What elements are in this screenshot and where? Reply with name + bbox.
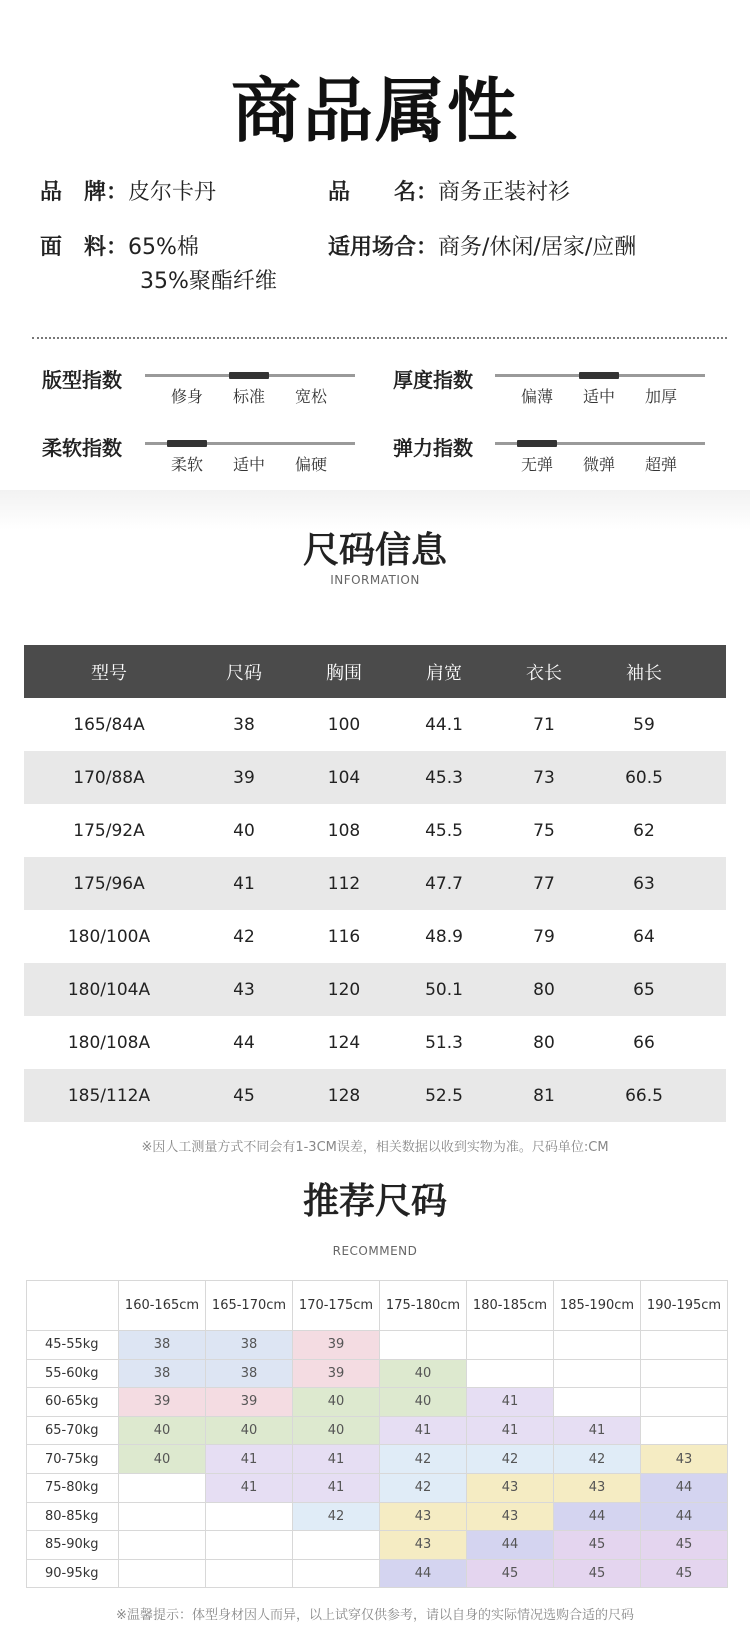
recommend-cell: 42 xyxy=(554,1445,641,1474)
recommend-row xyxy=(27,1502,728,1531)
table-cell: 45.5 xyxy=(425,820,463,841)
table-cell: 75 xyxy=(533,820,555,841)
recommend-cell: 39 xyxy=(293,1359,380,1388)
index-option: 无弹 xyxy=(520,455,553,474)
recommend-cell: 40 xyxy=(380,1388,467,1417)
fabric-attr xyxy=(40,230,199,261)
recommend-row xyxy=(27,1416,728,1445)
table-cell: 116 xyxy=(327,926,361,947)
recommend-cell xyxy=(119,1531,206,1560)
recommend-cell: 44 xyxy=(554,1502,641,1531)
fabric-value-2: 35%聚酯纤维 xyxy=(140,269,277,294)
recommend-cell: 45 xyxy=(554,1559,641,1588)
recommend-cell: 44 xyxy=(641,1473,728,1502)
recommend-cell: 40 xyxy=(119,1445,206,1474)
recommend-table xyxy=(26,1280,728,1588)
recommend-cell xyxy=(467,1331,554,1360)
table-row xyxy=(24,857,726,910)
table-row xyxy=(24,698,726,751)
height-header-cell: 185-190cm xyxy=(554,1281,641,1331)
recommend-cell xyxy=(293,1559,380,1588)
height-header-cell: 160-165cm xyxy=(119,1281,206,1331)
recommend-cell xyxy=(206,1531,293,1560)
recommend-cell xyxy=(467,1359,554,1388)
index-label: 版型指数 xyxy=(42,368,122,392)
table-row xyxy=(24,910,726,963)
table-cell: 124 xyxy=(327,1032,361,1053)
size-table-body xyxy=(24,698,726,1122)
size-info-subtitle: INFORMATION xyxy=(330,573,420,587)
index-marker xyxy=(579,372,619,379)
recommend-cell xyxy=(380,1331,467,1360)
recommend-note: ※温馨提示：体型身材因人而异，以上试穿仅供参考，请以自身的实际情况选购合适的尺码 xyxy=(116,1608,634,1623)
recommend-cell: 43 xyxy=(641,1445,728,1474)
index-option: 适中 xyxy=(232,455,265,474)
table-cell: 38 xyxy=(233,714,255,735)
index-option: 宽松 xyxy=(294,387,327,406)
recommend-cell: 41 xyxy=(293,1473,380,1502)
fabric-attr-line2 xyxy=(140,264,277,295)
index-label: 柔软指数 xyxy=(42,436,122,460)
recommend-row xyxy=(27,1388,728,1417)
table-cell: 128 xyxy=(327,1085,361,1106)
recommend-cell: 43 xyxy=(467,1502,554,1531)
weight-label: 65-70kg xyxy=(27,1416,119,1445)
weight-label: 45-55kg xyxy=(27,1331,119,1360)
index-option: 超弹 xyxy=(644,455,677,474)
index-option: 偏硬 xyxy=(294,455,327,474)
table-cell: 44.1 xyxy=(425,714,463,735)
table-cell: 62 xyxy=(633,820,655,841)
occasion-attr xyxy=(328,230,636,261)
recommend-cell: 43 xyxy=(554,1473,641,1502)
recommend-cell: 40 xyxy=(206,1416,293,1445)
table-cell: 175/96A xyxy=(73,873,145,894)
recommend-cell: 45 xyxy=(641,1559,728,1588)
header-cell: 袖长 xyxy=(626,662,662,684)
table-cell: 48.9 xyxy=(425,926,463,947)
table-cell: 81 xyxy=(533,1085,555,1106)
recommend-cell: 39 xyxy=(119,1388,206,1417)
recommend-cell xyxy=(641,1331,728,1360)
recommend-cell xyxy=(206,1502,293,1531)
height-header-cell: 190-195cm xyxy=(641,1281,728,1331)
table-cell: 100 xyxy=(327,714,361,735)
table-cell: 71 xyxy=(533,714,555,735)
brand-attr xyxy=(40,175,216,206)
table-cell: 73 xyxy=(533,767,555,788)
recommend-cell xyxy=(119,1559,206,1588)
weight-label: 85-90kg xyxy=(27,1531,119,1560)
recommend-cell xyxy=(554,1388,641,1417)
recommend-cell xyxy=(554,1359,641,1388)
recommend-cell: 38 xyxy=(206,1331,293,1360)
recommend-cell: 42 xyxy=(380,1445,467,1474)
occasion-key: 适用场合： xyxy=(328,235,439,260)
weight-label: 90-95kg xyxy=(27,1559,119,1588)
recommend-cell xyxy=(641,1359,728,1388)
table-row xyxy=(24,1016,726,1069)
table-cell: 40 xyxy=(233,820,255,841)
table-cell: 44 xyxy=(233,1032,255,1053)
index-marker xyxy=(517,440,557,447)
occasion-value: 商务/休闲/居家/应酬 xyxy=(438,235,637,260)
table-cell: 66 xyxy=(633,1032,655,1053)
recommend-cell: 42 xyxy=(380,1473,467,1502)
recommend-row xyxy=(27,1559,728,1588)
recommend-cell: 41 xyxy=(380,1416,467,1445)
recommend-cell: 41 xyxy=(467,1416,554,1445)
table-cell: 51.3 xyxy=(425,1032,463,1053)
index-marker xyxy=(167,440,207,447)
recommend-cell xyxy=(206,1559,293,1588)
height-header-cell: 175-180cm xyxy=(380,1281,467,1331)
table-cell: 45 xyxy=(233,1085,255,1106)
recommend-subtitle: RECOMMEND xyxy=(332,1244,418,1258)
table-cell: 165/84A xyxy=(73,714,145,735)
table-cell: 60.5 xyxy=(625,767,663,788)
recommend-cell: 41 xyxy=(467,1388,554,1417)
recommend-header-row xyxy=(27,1281,728,1331)
recommend-cell xyxy=(641,1416,728,1445)
weight-label: 60-65kg xyxy=(27,1388,119,1417)
recommend-row xyxy=(27,1445,728,1474)
recommend-cell xyxy=(554,1331,641,1360)
table-cell: 180/100A xyxy=(67,926,151,947)
recommend-cell: 45 xyxy=(554,1531,641,1560)
table-cell: 66.5 xyxy=(625,1085,663,1106)
table-cell: 79 xyxy=(533,926,555,947)
product-name-value: 商务正装衬衫 xyxy=(438,180,571,205)
table-cell: 104 xyxy=(327,767,361,788)
recommend-cell xyxy=(641,1388,728,1417)
header-cell: 尺码 xyxy=(226,662,262,684)
recommend-cell: 43 xyxy=(380,1502,467,1531)
recommend-cell: 38 xyxy=(206,1359,293,1388)
table-cell: 80 xyxy=(533,979,555,1000)
recommend-cell xyxy=(293,1531,380,1560)
recommend-cell: 38 xyxy=(119,1359,206,1388)
fabric-key: 面 料： xyxy=(40,235,129,260)
size-note: ※因人工测量方式不同会有1-3CM误差，相关数据以收到实物为准。尺码单位:CM xyxy=(141,1140,609,1155)
recommend-cell: 45 xyxy=(467,1559,554,1588)
table-cell: 41 xyxy=(233,873,255,894)
table-cell: 59 xyxy=(633,714,655,735)
recommend-row xyxy=(27,1331,728,1360)
recommend-cell: 41 xyxy=(554,1416,641,1445)
header-cell: 肩宽 xyxy=(426,662,462,684)
weight-label: 55-60kg xyxy=(27,1359,119,1388)
table-row xyxy=(24,1069,726,1122)
weight-label: 80-85kg xyxy=(27,1502,119,1531)
index-option: 标准 xyxy=(232,387,265,406)
table-cell: 50.1 xyxy=(425,979,463,1000)
recommend-cell: 39 xyxy=(293,1331,380,1360)
header-cell: 衣长 xyxy=(526,662,562,684)
index-marker xyxy=(229,372,269,379)
table-cell: 180/104A xyxy=(67,979,151,1000)
recommend-cell: 44 xyxy=(380,1559,467,1588)
recommend-cell: 43 xyxy=(467,1473,554,1502)
brand-key: 品 牌： xyxy=(40,180,129,205)
table-cell: 175/92A xyxy=(73,820,145,841)
index-option: 微弹 xyxy=(582,455,615,474)
recommend-cell: 40 xyxy=(293,1416,380,1445)
recommend-title: 推荐尺码 xyxy=(302,1181,447,1222)
table-cell: 65 xyxy=(633,979,655,1000)
recommend-cell: 43 xyxy=(380,1531,467,1560)
recommend-row xyxy=(27,1473,728,1502)
weight-label: 75-80kg xyxy=(27,1473,119,1502)
recommend-row xyxy=(27,1531,728,1560)
table-cell: 45.3 xyxy=(425,767,463,788)
table-cell: 39 xyxy=(233,767,255,788)
size-info-title: 尺码信息 xyxy=(302,530,447,571)
recommend-cell xyxy=(119,1502,206,1531)
recommend-cell: 44 xyxy=(467,1531,554,1560)
page-title: 商品属性 xyxy=(231,70,519,152)
dotted-divider xyxy=(32,337,727,339)
index-option: 加厚 xyxy=(644,387,677,406)
brand-value: 皮尔卡丹 xyxy=(128,180,217,205)
recommend-cell: 39 xyxy=(206,1388,293,1417)
index-option: 适中 xyxy=(582,387,615,406)
height-header-cell: 165-170cm xyxy=(206,1281,293,1331)
index-option: 偏薄 xyxy=(520,387,553,406)
recommend-row xyxy=(27,1359,728,1388)
table-cell: 170/88A xyxy=(73,767,145,788)
table-cell: 112 xyxy=(327,873,361,894)
table-row xyxy=(24,804,726,857)
table-cell: 63 xyxy=(633,873,655,894)
table-cell: 108 xyxy=(327,820,361,841)
index-label: 弹力指数 xyxy=(393,436,473,460)
index-option: 柔软 xyxy=(170,455,203,474)
recommend-cell: 42 xyxy=(293,1502,380,1531)
recommend-cell: 42 xyxy=(467,1445,554,1474)
table-cell: 43 xyxy=(233,979,255,1000)
header-cell: 胸围 xyxy=(326,662,362,684)
index-option: 修身 xyxy=(170,387,203,406)
recommend-cell: 41 xyxy=(293,1445,380,1474)
recommend-cell: 40 xyxy=(119,1416,206,1445)
recommend-cell: 41 xyxy=(206,1445,293,1474)
weight-label: 70-75kg xyxy=(27,1445,119,1474)
table-cell: 64 xyxy=(633,926,655,947)
table-cell: 185/112A xyxy=(67,1085,151,1106)
product-name-attr xyxy=(328,175,570,206)
corner-cell xyxy=(27,1281,119,1331)
table-cell: 42 xyxy=(233,926,255,947)
recommend-cell: 45 xyxy=(641,1531,728,1560)
recommend-cell: 40 xyxy=(380,1359,467,1388)
product-name-key: 品 名： xyxy=(328,180,439,205)
header-cell: 型号 xyxy=(91,662,127,684)
index-label: 厚度指数 xyxy=(393,368,473,392)
recommend-cell: 41 xyxy=(206,1473,293,1502)
table-cell: 120 xyxy=(327,979,361,1000)
recommend-cell: 38 xyxy=(119,1331,206,1360)
size-table-header xyxy=(24,645,726,698)
table-cell: 52.5 xyxy=(425,1085,463,1106)
table-cell: 80 xyxy=(533,1032,555,1053)
fabric-value-1: 65%棉 xyxy=(128,235,199,260)
recommend-cell: 44 xyxy=(641,1502,728,1531)
table-cell: 77 xyxy=(533,873,555,894)
recommend-cell: 40 xyxy=(293,1388,380,1417)
table-cell: 180/108A xyxy=(67,1032,151,1053)
height-header-cell: 170-175cm xyxy=(293,1281,380,1331)
table-row xyxy=(24,963,726,1016)
table-row xyxy=(24,751,726,804)
height-header-cell: 180-185cm xyxy=(467,1281,554,1331)
recommend-cell xyxy=(119,1473,206,1502)
size-table xyxy=(24,645,726,1122)
table-cell: 47.7 xyxy=(425,873,463,894)
